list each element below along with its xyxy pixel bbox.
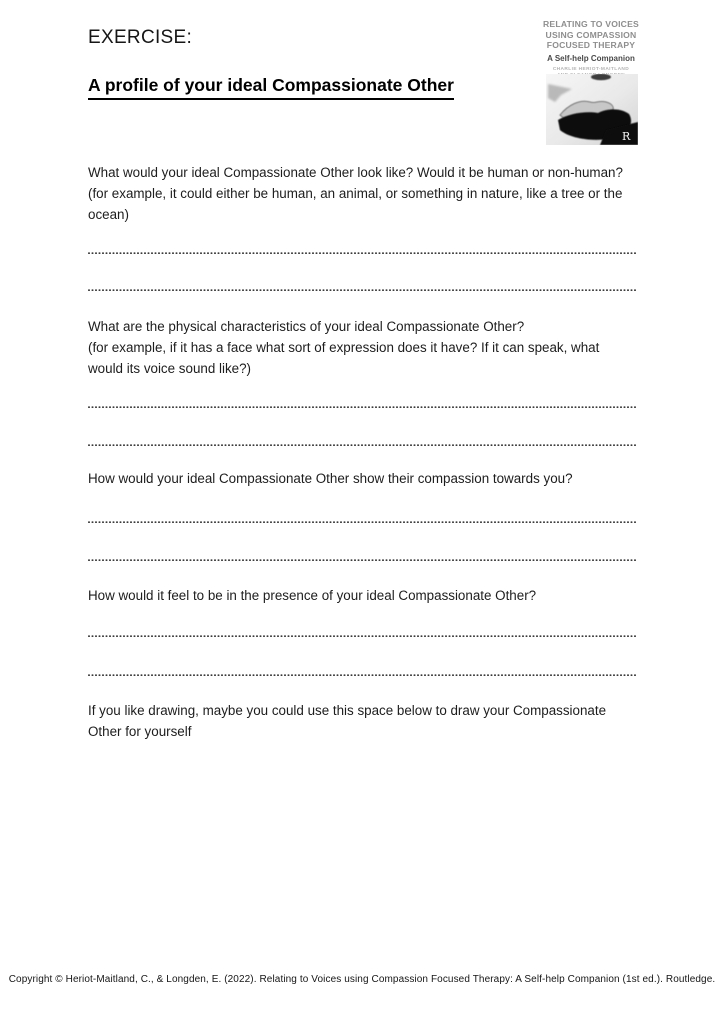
answer-line [88,559,637,562]
letterhead-title-line1: RELATING TO VOICES [543,19,639,29]
letterhead-title-line2: USING COMPASSION [545,29,637,40]
copyright-line: Copyright © Heriot-Maitland, C., & Longden, E. (2022). Relating to Voices using Compassion Focused Therapy: A Self-help Companion (1st ed.). Routledge. [8,974,716,985]
answer-line [88,444,637,447]
answer-line [88,289,637,292]
closing-note: If you like drawing, maybe you could use this space below to draw your Compassionate Other for yourself [88,703,607,739]
answer-line [88,635,637,638]
letterhead-title-line3: FOCUSED THERAPY [546,40,636,50]
routledge-logo: R [622,130,631,143]
page-title: A profile of your ideal Compassionate Other [88,75,454,100]
question-2 [88,316,637,379]
letterhead-author-line1: CHARLIE HERIOT-MAITLAND [552,67,630,72]
book-cover-image [546,74,638,145]
question-4-text: How would it feel to be in the presence of your ideal Compassionate Other? [88,588,537,603]
answer-line [88,674,637,677]
question-4 [88,585,637,606]
answer-line [88,406,637,409]
book-letterhead [540,19,642,79]
question-3 [88,468,637,489]
question-1-hint: (for example, it could either be human, an animal, or something in nature, like a tree or the ocean) [88,186,623,222]
exercise-label: EXERCISE: [88,27,193,48]
answer-line [88,521,637,524]
question-3-text: How would your ideal Compassionate Other show their compassion towards you? [88,471,573,486]
question-2-text: What are the physical characteristics of your ideal Compassionate Other? [88,319,525,334]
question-2-hint: (for example, if it has a face what sort of expression does it have? If it can speak, what would its voice sound like?) [88,340,600,376]
question-1 [88,162,637,225]
answer-line [88,252,637,255]
letterhead-subtitle: A Self-help Companion [547,53,635,63]
question-1-text: What would your ideal Compassionate Other look like? Would it be human or non-human? [88,165,623,180]
